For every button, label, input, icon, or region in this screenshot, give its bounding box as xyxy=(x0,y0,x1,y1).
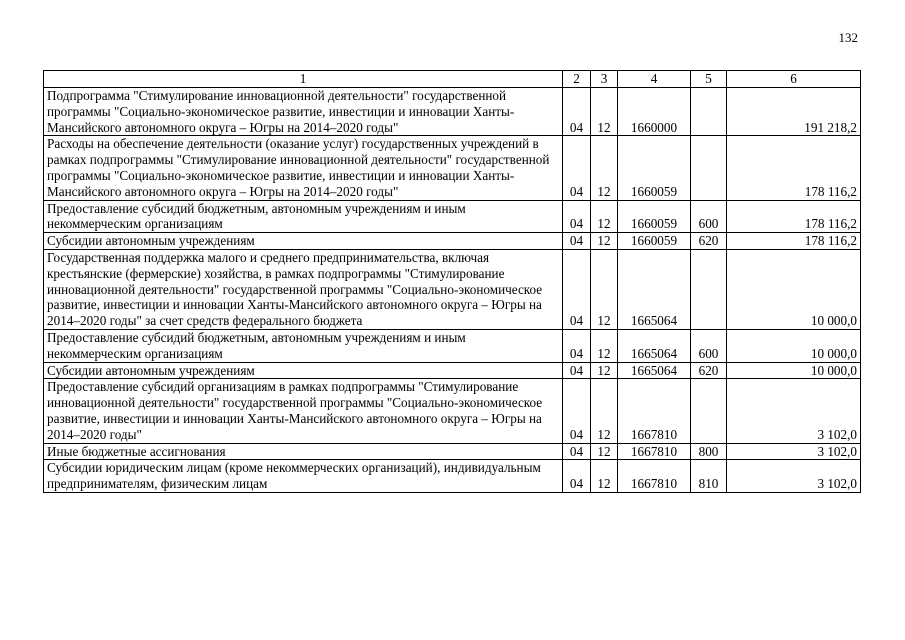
row-target-article: 1660059 xyxy=(618,136,691,200)
row-expense-type: 810 xyxy=(691,460,727,493)
row-subsection: 12 xyxy=(591,200,618,233)
row-subsection: 12 xyxy=(591,460,618,493)
row-section: 04 xyxy=(563,362,591,379)
row-expense-type: 600 xyxy=(691,200,727,233)
row-subsection: 12 xyxy=(591,379,618,443)
table-row xyxy=(44,329,861,362)
row-target-article: 1660059 xyxy=(618,233,691,250)
row-expense-type: 620 xyxy=(691,362,727,379)
row-subsection: 12 xyxy=(591,249,618,329)
row-amount: 3 102,0 xyxy=(727,460,861,493)
table-row xyxy=(44,379,861,443)
row-section: 04 xyxy=(563,460,591,493)
row-section: 04 xyxy=(563,136,591,200)
row-target-article: 1667810 xyxy=(618,460,691,493)
column-header-4: 4 xyxy=(618,71,691,88)
row-amount: 191 218,2 xyxy=(727,88,861,136)
column-header-6: 6 xyxy=(727,71,861,88)
row-subsection: 12 xyxy=(591,136,618,200)
row-amount: 10 000,0 xyxy=(727,362,861,379)
row-description: Расходы на обеспечение деятельности (оказание услуг) государственных учреждений в рамках подпрограммы "Стимулирование инновационной деятельности" государственной программы "Социально-экономическое развитие, инвестиции и инновации Ханты-Мансийского автономного округа – Югры на 2014–2020 годы" xyxy=(44,136,563,200)
row-expense-type: 620 xyxy=(691,233,727,250)
row-description: Предоставление субсидий организациям в рамках подпрограммы "Стимулирование инновационной деятельности" государственной программы "Социально-экономическое развитие, инвестиции и инновации Ханты-Мансийского автономного округа – Югры на 2014–2020 годы" xyxy=(44,379,563,443)
column-header-3: 3 xyxy=(591,71,618,88)
row-target-article: 1667810 xyxy=(618,379,691,443)
row-expense-type xyxy=(691,379,727,443)
row-subsection: 12 xyxy=(591,329,618,362)
row-expense-type xyxy=(691,136,727,200)
row-section: 04 xyxy=(563,88,591,136)
table-row xyxy=(44,200,861,233)
row-description: Субсидии автономным учреждениям xyxy=(44,362,563,379)
row-target-article: 1665064 xyxy=(618,362,691,379)
row-subsection: 12 xyxy=(591,233,618,250)
table-row xyxy=(44,136,861,200)
row-section: 04 xyxy=(563,443,591,460)
column-header-2: 2 xyxy=(563,71,591,88)
row-amount: 10 000,0 xyxy=(727,329,861,362)
row-expense-type: 800 xyxy=(691,443,727,460)
row-description: Иные бюджетные ассигнования xyxy=(44,443,563,460)
column-header-1: 1 xyxy=(44,71,563,88)
table-row xyxy=(44,362,861,379)
budget-table xyxy=(43,70,861,493)
table-row xyxy=(44,88,861,136)
row-description: Субсидии юридическим лицам (кроме некоммерческих организаций), индивидуальным предпринимателям, физическим лицам xyxy=(44,460,563,493)
row-section: 04 xyxy=(563,249,591,329)
row-expense-type xyxy=(691,88,727,136)
row-expense-type xyxy=(691,249,727,329)
row-subsection: 12 xyxy=(591,443,618,460)
row-amount: 178 116,2 xyxy=(727,200,861,233)
header-row xyxy=(44,71,861,88)
row-expense-type: 600 xyxy=(691,329,727,362)
row-target-article: 1667810 xyxy=(618,443,691,460)
row-section: 04 xyxy=(563,200,591,233)
row-target-article: 1660000 xyxy=(618,88,691,136)
row-amount: 3 102,0 xyxy=(727,443,861,460)
table-row xyxy=(44,443,861,460)
row-amount: 10 000,0 xyxy=(727,249,861,329)
row-description: Предоставление субсидий бюджетным, автономным учреждениям и иным некоммерческим организациям xyxy=(44,329,563,362)
table-row xyxy=(44,233,861,250)
row-section: 04 xyxy=(563,379,591,443)
row-subsection: 12 xyxy=(591,362,618,379)
row-description: Предоставление субсидий бюджетным, автономным учреждениям и иным некоммерческим организациям xyxy=(44,200,563,233)
row-target-article: 1665064 xyxy=(618,249,691,329)
row-amount: 178 116,2 xyxy=(727,233,861,250)
page-number: 132 xyxy=(838,30,858,45)
row-amount: 178 116,2 xyxy=(727,136,861,200)
row-description: Подпрограмма "Стимулирование инновационной деятельности" государственной программы "Социально-экономическое развитие, инвестиции и инновации Ханты-Мансийского автономного округа – Югры на 2014–2020 годы" xyxy=(44,88,563,136)
row-amount: 3 102,0 xyxy=(727,379,861,443)
row-description: Государственная поддержка малого и среднего предпринимательства, включая крестьянские (фермерские) хозяйства, в рамках подпрограммы "Стимулирование инновационной деятельности" государственной программы "Социально-экономическое развитие, инвестиции и инновации Ханты-Мансийского автономного округа – Югры на 2014–2020 годы" за счет средств федерального бюджета xyxy=(44,249,563,329)
row-description: Субсидии автономным учреждениям xyxy=(44,233,563,250)
row-target-article: 1665064 xyxy=(618,329,691,362)
table-row xyxy=(44,460,861,493)
row-section: 04 xyxy=(563,233,591,250)
row-target-article: 1660059 xyxy=(618,200,691,233)
table-row xyxy=(44,249,861,329)
column-header-5: 5 xyxy=(691,71,727,88)
row-section: 04 xyxy=(563,329,591,362)
row-subsection: 12 xyxy=(591,88,618,136)
